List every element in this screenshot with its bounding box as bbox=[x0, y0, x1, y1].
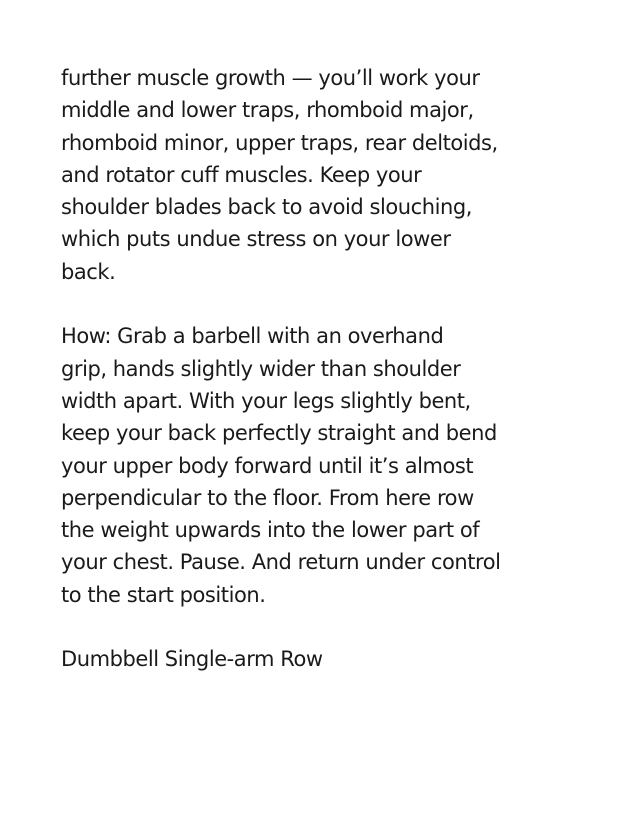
text-line: and rotator cuff muscles. Keep your bbox=[61, 162, 422, 187]
paragraph-gap bbox=[61, 288, 598, 320]
text-line: your upper body forward until it’s almost bbox=[61, 453, 474, 478]
text-line: shoulder blades back to avoid slouching, bbox=[61, 195, 472, 220]
exercise-heading: Dumbbell Single-arm Row bbox=[61, 647, 323, 672]
paragraph-gap bbox=[61, 611, 598, 643]
text-line: width apart. With your legs slightly bent, bbox=[61, 388, 471, 413]
paragraph-intro bbox=[61, 62, 598, 288]
text-line: middle and lower traps, rhomboid major, bbox=[61, 98, 474, 123]
text-line: further muscle growth — you’ll work your bbox=[61, 66, 480, 90]
text-line: rhomboid minor, upper traps, rear deltoids, bbox=[61, 130, 498, 155]
text-line: grip, hands slightly wider than shoulder bbox=[61, 356, 461, 381]
text-line: your chest. Pause. And return under control bbox=[61, 550, 501, 575]
text-line: keep your back perfectly straight and bend bbox=[61, 421, 497, 446]
text-line: to the start position. bbox=[61, 582, 266, 607]
text-line: back. bbox=[61, 259, 116, 284]
text-line: the weight upwards into the lower part of bbox=[61, 518, 480, 543]
text-line: How: Grab a barbell with an overhand bbox=[61, 324, 444, 349]
paragraph-how bbox=[61, 320, 598, 611]
text-line: which puts undue stress on your lower bbox=[61, 227, 451, 252]
text-line: perpendicular to the floor. From here row bbox=[61, 485, 474, 510]
